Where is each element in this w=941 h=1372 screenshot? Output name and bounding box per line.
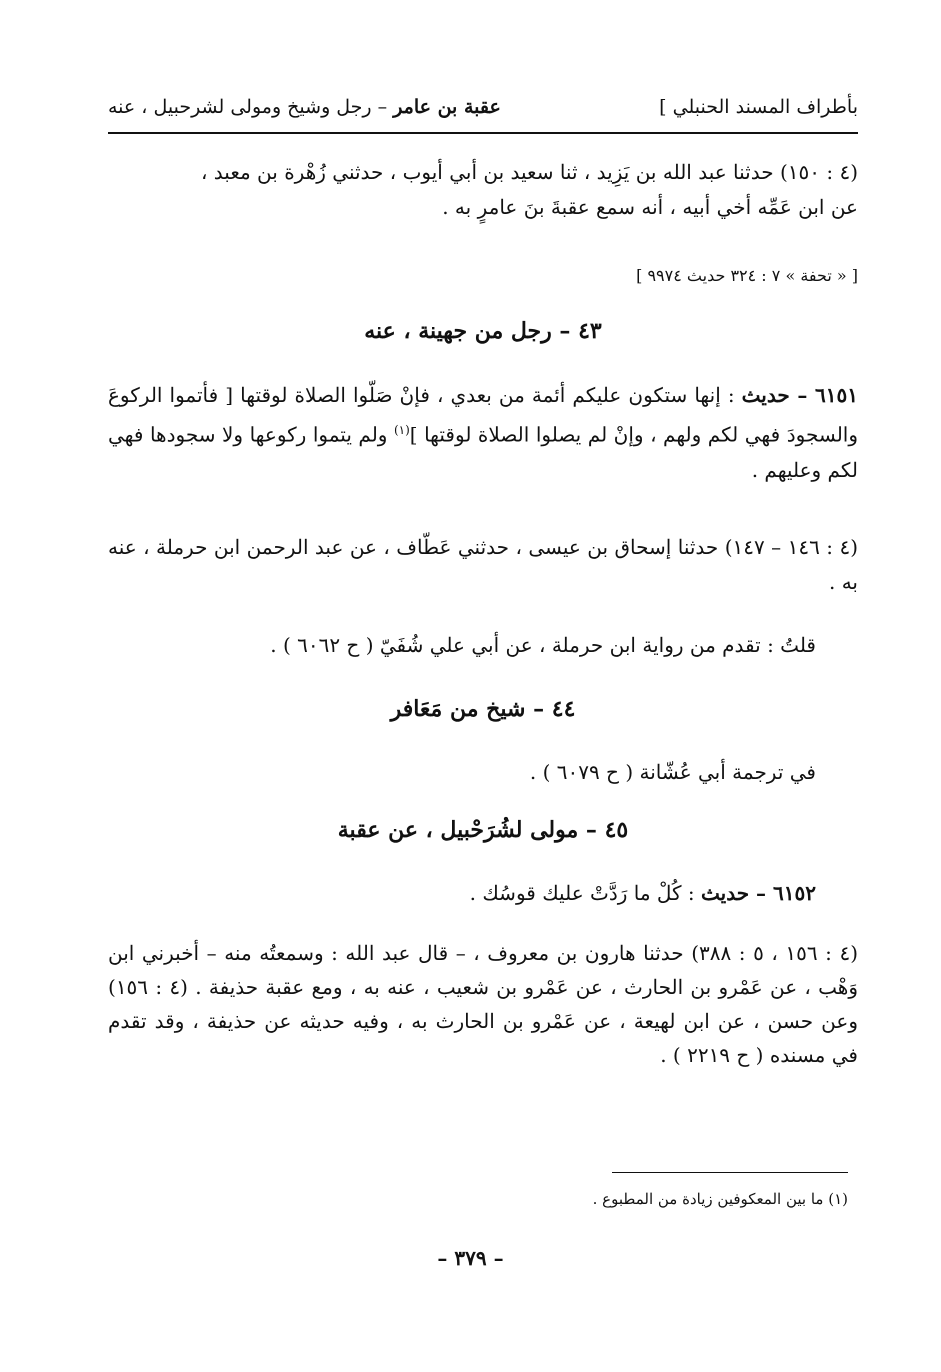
footnote-marker: (١) [393, 423, 410, 437]
header-book-title: بأطراف المسند الحنبلي ] [659, 96, 858, 118]
page-number: – ٣٧٩ – [437, 1246, 504, 1270]
hadith-number-label: ٦١٥٢ – حديث [701, 881, 816, 905]
header-section-subtitle: – رجل وشيخ ومولى لشرحبيل ، عنه [108, 96, 394, 118]
hadith-text: : إنها ستكون عليكم أئمة من بعدي ، فإنْ صَلّوا الصلاة لوقتها [ فأتموا الركوعَ والسجودَ فهي لكم ولهم ، وإنْ لم يصلوا الصلاة لوقتها ] [108, 383, 859, 447]
section-heading-45: ٤٥ – مولى لشُرَحْبيل ، عن عقبة [337, 817, 629, 843]
hadith-text-end: ولم يتموا ركوعها ولا سجودها فهي لكم وعليهم . [108, 422, 858, 482]
editor-note-1: قلتُ : تقدم من رواية ابن حرملة ، عن أبي علي شُفَيّ ( ح ٦٠٦٢ ) . [270, 633, 816, 657]
header-section-title [108, 96, 501, 118]
running-header [108, 88, 858, 134]
hadith-6151 [108, 378, 858, 488]
footnote: (١) ما بين المعكوفين زيادة من المطبوع . [592, 1190, 848, 1208]
chain-line-1: (٤ : ١٥٠) حدثنا عبد الله بن يَزِيد ، ثنا سعيد بن أبي أيوب ، حدثني زُهْرة بن معبد ، [200, 160, 858, 184]
hadith-number-label: ٦١٥١ – حديث [741, 383, 858, 407]
hadith-6152 [108, 876, 858, 911]
chain-paragraph-1 [108, 155, 858, 225]
footnote-divider [612, 1172, 848, 1173]
chain-paragraph-3: (٤ : ١٥٦ ، ٥ : ٣٨٨) حدثنا هارون بن معروف ، – قال عبد الله : وسمعتُه منه – أخبرني ابن وَهْب ، عن عَمْرو بن الحارث ، عن عَمْرو بن شعيب ، عنه به ، ومع عقبة حذيفة . (٤ : ١٥٦) وعن حسن ، عن ابن لهيعة ، عن عَمْرو بن الحارث به ، وفيه حديثه عن حذيفة ، وقد تقدم في مسنده ( ح ٢٢١٩ ) . [108, 941, 859, 1067]
chain-paragraph-2: (٤ : ١٤٦ – ١٤٧) حدثنا إسحاق بن عيسى ، حدثني عَطّاف ، عن عبد الرحمن ابن حرملة ، عنه به . [108, 535, 859, 594]
section-heading-43: ٤٣ – رجل من جهينة ، عنه [364, 318, 602, 344]
header-section-name: عقبة بن عامر [393, 96, 501, 118]
hadith-text: : كُلْ ما رَدَّتْ عليك قوسُك . [469, 881, 702, 905]
tuhfa-reference: [ « تحفة » ٧ : ٣٢٤ حديث ٩٩٧٤ ] [636, 266, 858, 285]
section-heading-44: ٤٤ – شيخ من مَعَافر [390, 696, 576, 722]
editor-note-2: في ترجمة أبي عُشّانة ( ح ٦٠٧٩ ) . [529, 760, 816, 784]
chain-line-2: عن ابن عَمِّه أخي أبيه ، أنه سمع عقبةَ بنَ عامرٍ به . [442, 195, 858, 219]
